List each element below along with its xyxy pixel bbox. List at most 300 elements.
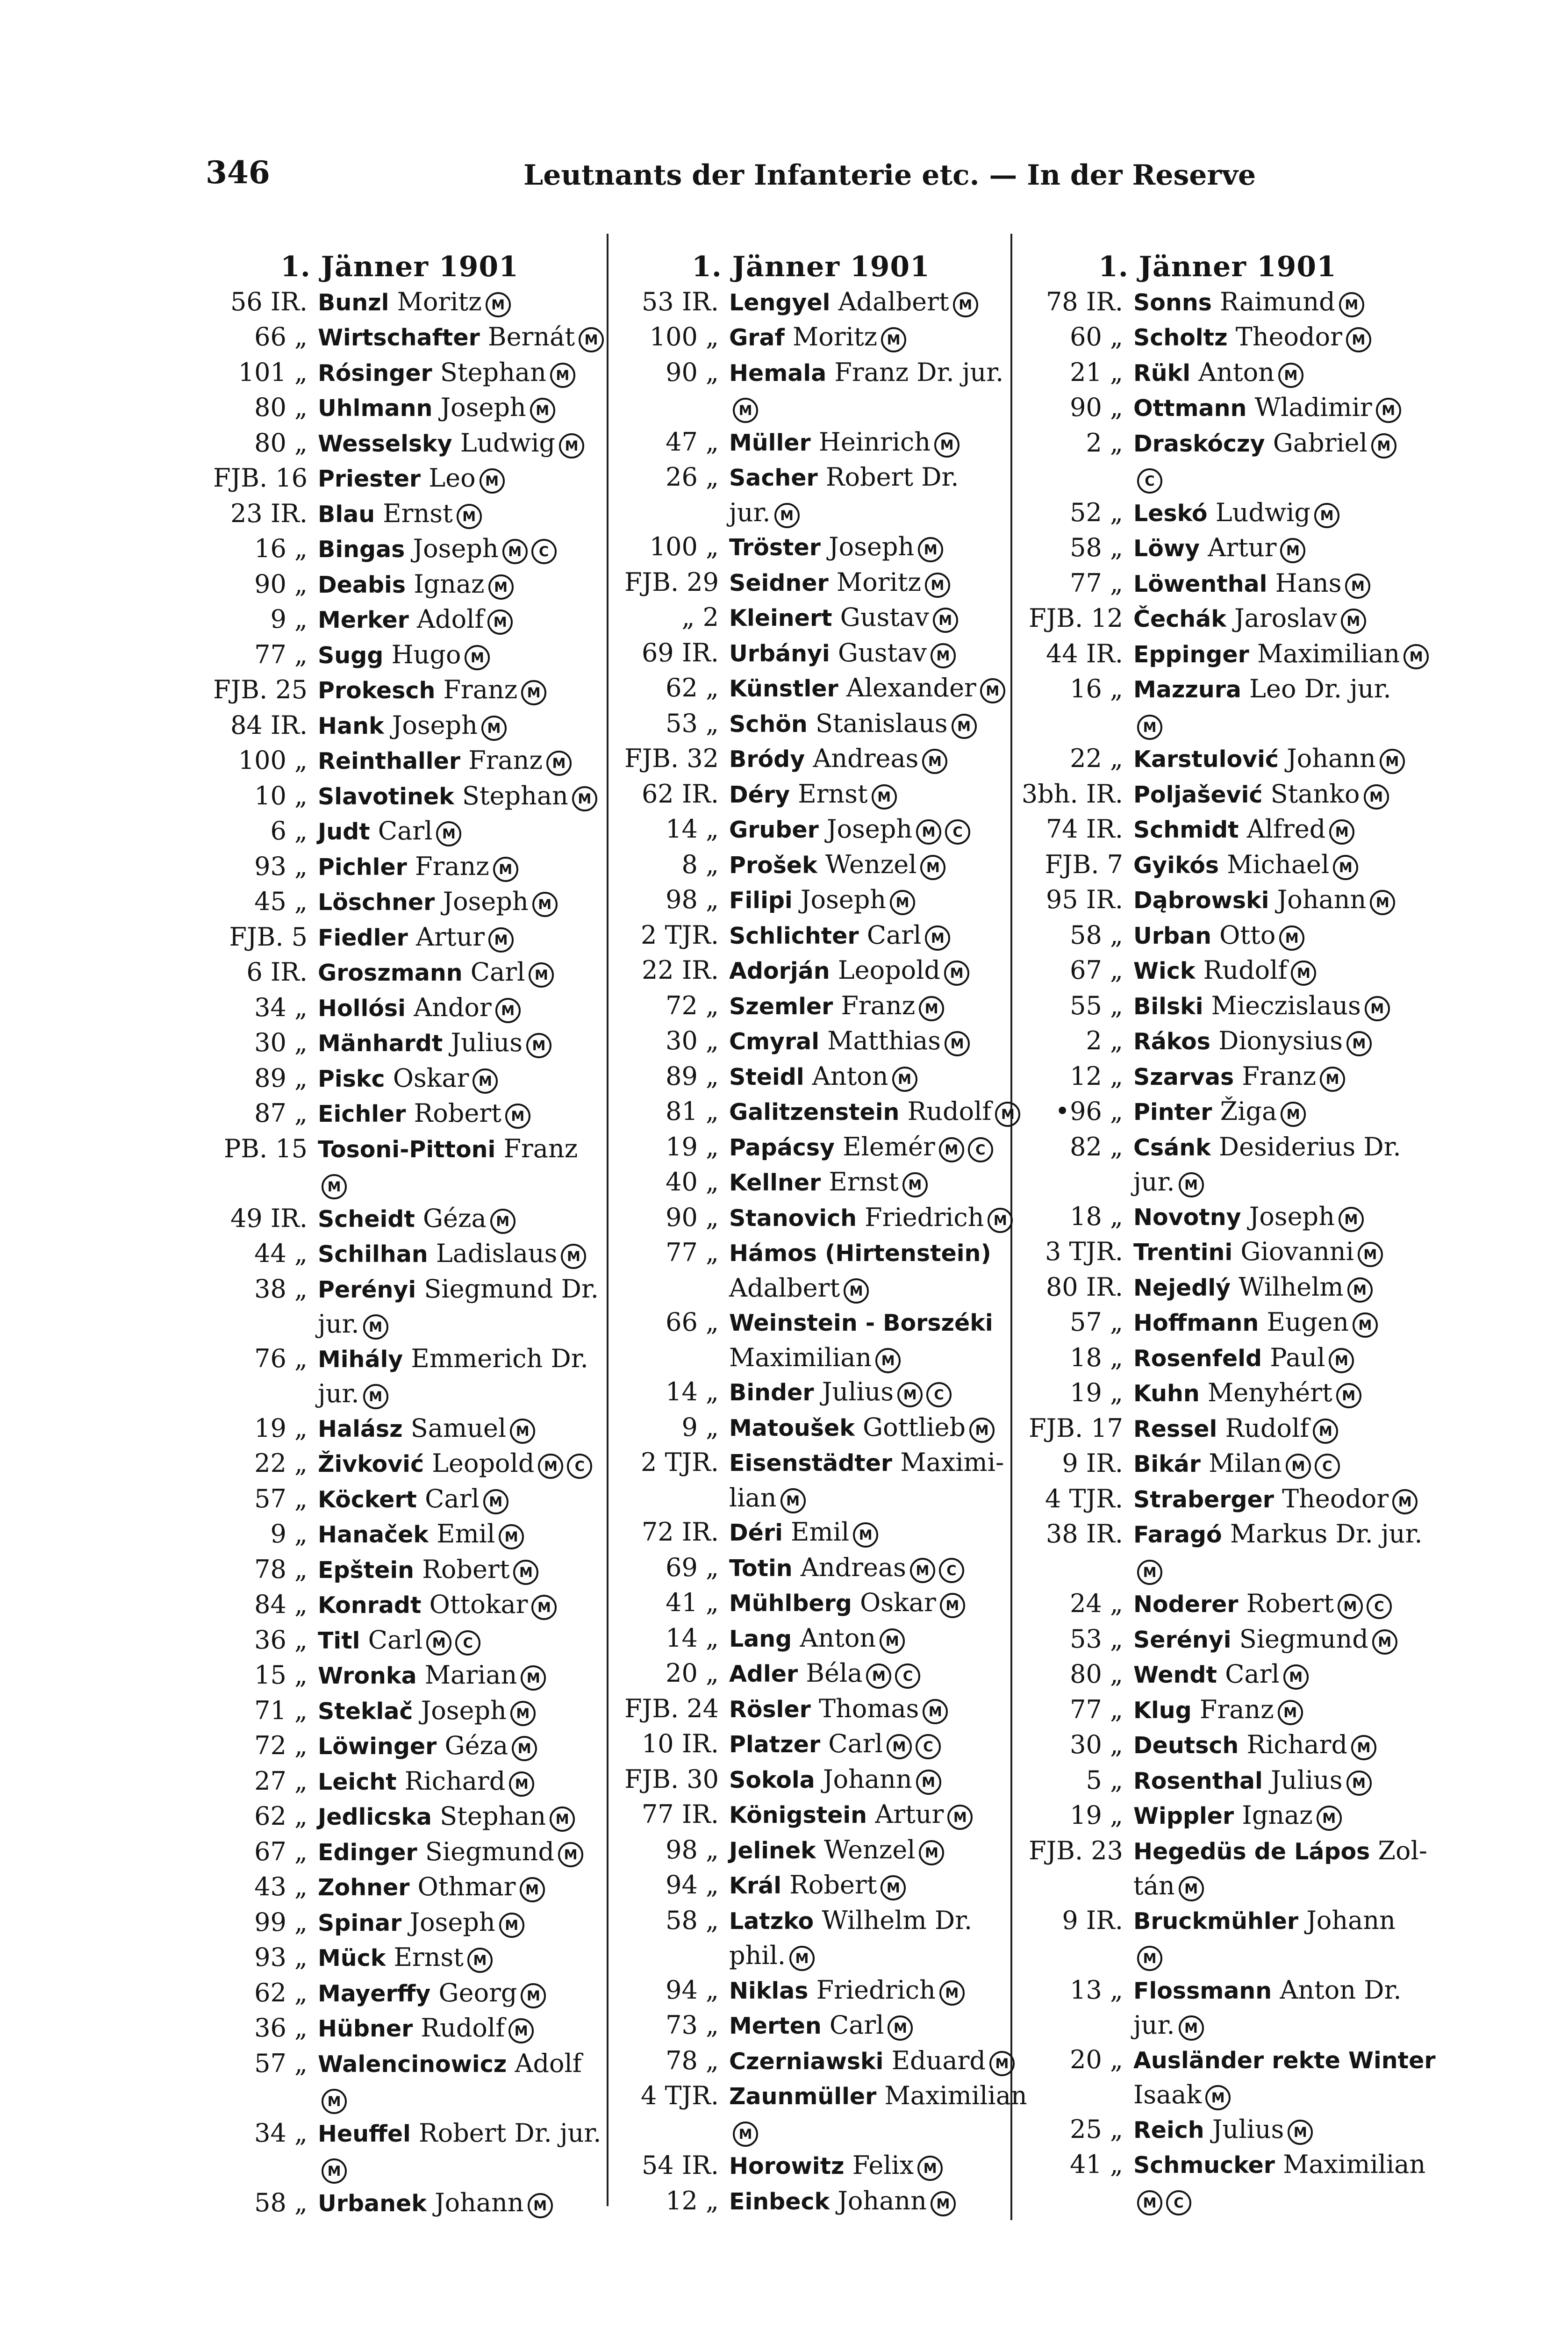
regiment-ref: 12 „: [1070, 1061, 1123, 1091]
surname: Rösler: [729, 1696, 811, 1723]
regiment-ref: 69 „: [666, 1552, 719, 1582]
regiment-ref: 30 „: [1070, 1730, 1123, 1759]
surname: Czerniawski: [729, 2048, 884, 2075]
circled-m-mark: M: [922, 749, 947, 774]
list-item: [206, 2116, 601, 2151]
circled-m-mark: M: [1392, 1489, 1418, 1514]
list-item: [617, 741, 1005, 777]
given-name: Stephan: [462, 781, 568, 810]
surname: Steklač: [318, 1698, 413, 1725]
given-name: Franz: [841, 990, 916, 1020]
surname: Schmidt: [1133, 817, 1239, 843]
given-name: Hugo: [391, 639, 461, 669]
given-name: Artur: [1208, 533, 1277, 562]
circled-m-mark: M: [572, 786, 597, 811]
given-name: Dionysius: [1218, 1026, 1343, 1055]
given-name: Ernst: [383, 498, 453, 528]
given-name: Eduard: [891, 2045, 986, 2075]
given-name: Markus Dr. jur.: [1230, 1519, 1423, 1548]
given-name: Carl: [828, 1729, 883, 1758]
given-name: Carl: [425, 1484, 480, 1513]
surname: Leskó: [1133, 500, 1208, 527]
surname: Deabis: [318, 571, 406, 598]
surname: Bikár: [1133, 1451, 1201, 1477]
entry-continuation: [206, 1307, 594, 1341]
surname: Schlichter: [729, 922, 859, 949]
list-item: [206, 814, 594, 849]
circled-m-mark: M: [969, 1418, 995, 1443]
regiment-ref: 100 „: [649, 532, 719, 561]
surname: Perényi: [318, 1276, 416, 1303]
circled-m-mark: M: [1339, 1207, 1364, 1232]
given-name: Siegmund: [425, 1836, 554, 1866]
circled-m-mark: M: [1320, 1067, 1345, 1092]
given-name: Andreas: [800, 1552, 906, 1582]
given-name: Béla: [806, 1658, 863, 1688]
circled-m-mark: M: [1358, 1242, 1383, 1267]
circled-m-mark: M: [1372, 1629, 1397, 1655]
surname: Uhlmann: [318, 395, 433, 422]
given-name: Maximilian: [884, 2081, 1027, 2110]
circled-m-mark: M: [521, 1983, 546, 2008]
list-item: [206, 2046, 594, 2082]
list-item: [206, 1905, 594, 1941]
circled-m-mark: M: [550, 1807, 575, 1832]
regiment-ref: 84 „: [254, 1590, 308, 1619]
circled-m-mark: M: [1347, 1277, 1373, 1303]
surname: Platzer: [729, 1731, 821, 1758]
entry-continuation: [1021, 1869, 1414, 1903]
entry-continuation-text: lian: [729, 1483, 777, 1513]
regiment-ref: 81 „: [666, 1097, 719, 1126]
circled-m-mark: M: [509, 1771, 534, 1797]
given-name: Leo: [429, 463, 476, 493]
given-name: Eugen: [1267, 1307, 1349, 1337]
entry-continuation-text: jur.: [318, 1309, 359, 1339]
circled-m-mark: M: [919, 996, 944, 1021]
surname: Rósinger: [318, 359, 432, 387]
list-item: [1021, 741, 1414, 777]
list-item: [617, 989, 1005, 1024]
regiment-ref: 20 „: [666, 1658, 719, 1688]
surname: Walencinowicz: [318, 2050, 507, 2078]
regiment-ref: 41 „: [1070, 2150, 1123, 2179]
list-item: [1021, 2147, 1426, 2183]
regiment-ref: 16 „: [254, 534, 308, 563]
given-name: Joseph: [829, 532, 915, 561]
list-item: [206, 1482, 594, 1517]
list-item: [1021, 530, 1414, 566]
surname: Schön: [729, 710, 808, 738]
surname: Steidl: [729, 1063, 804, 1090]
entry-continuation: [1021, 2078, 1414, 2112]
circled-m-mark: M: [467, 1948, 493, 1973]
given-name: Joseph: [421, 1695, 507, 1725]
regiment-ref: 19 „: [666, 1132, 719, 1161]
list-item: [1021, 989, 1414, 1024]
circled-c-mark: C: [1315, 1454, 1340, 1479]
given-name: Gustav: [838, 638, 927, 667]
circled-m-mark: M: [502, 539, 528, 564]
surname: Trentini: [1133, 1239, 1233, 1266]
list-item: [617, 1868, 1005, 1903]
regiment-ref: 53 „: [1070, 1624, 1123, 1654]
regiment-ref: 55 „: [1070, 990, 1123, 1020]
regiment-ref: 84 IR.: [230, 710, 308, 740]
surname: Löwenthal: [1133, 570, 1267, 597]
surname: Adorján: [729, 958, 830, 984]
given-name: Franz: [443, 675, 518, 704]
circled-m-mark: M: [473, 1068, 498, 1094]
circled-m-mark: M: [1333, 855, 1358, 880]
regiment-ref: 76 „: [254, 1343, 308, 1373]
circled-m-mark: M: [1338, 1594, 1363, 1619]
circled-c-mark: C: [1166, 2190, 1191, 2215]
entry-continuation: [1021, 2183, 1414, 2217]
column-1: [206, 250, 601, 2221]
list-item: [1021, 495, 1414, 531]
given-name: Robert: [414, 1098, 501, 1128]
list-item: [206, 1835, 594, 1870]
regiment-ref: 62 IR.: [641, 779, 719, 809]
circled-m-mark: M: [363, 1314, 388, 1340]
list-item: [1021, 1341, 1414, 1376]
surname: Papácsy: [729, 1134, 835, 1161]
regiment-ref: 47 „: [666, 427, 719, 457]
circled-c-mark: C: [455, 1630, 480, 1656]
surname: Hanaček: [318, 1521, 429, 1548]
list-item: [206, 1411, 594, 1447]
surname: Flossmann: [1133, 1977, 1272, 2004]
given-name: Emil: [791, 1517, 850, 1547]
circled-m-mark: M: [945, 1031, 970, 1056]
regiment-ref: 27 „: [254, 1766, 308, 1796]
given-name: Heinrich: [818, 427, 931, 457]
surname: Lengyel: [729, 289, 831, 316]
entry-continuation-text: Adalbert: [729, 1273, 840, 1303]
list-item: [617, 1515, 1005, 1550]
circled-m-mark: M: [520, 1877, 545, 1902]
circled-m-mark: M: [1317, 1806, 1342, 1831]
list-item: [617, 1375, 1005, 1410]
given-name: Theodor: [1282, 1484, 1389, 1513]
circled-m-mark: M: [1403, 644, 1429, 669]
circled-c-mark: C: [895, 1663, 920, 1689]
regiment-ref: FJB. 5: [229, 922, 308, 952]
circled-m-mark: M: [888, 2015, 913, 2041]
regiment-ref: 3 TJR.: [1045, 1237, 1123, 1266]
surname: Merten: [729, 2013, 822, 2039]
regiment-ref: 10 „: [254, 781, 308, 810]
given-name: Gottlieb: [862, 1412, 966, 1442]
entry-continuation: [617, 1341, 1005, 1375]
list-item: [617, 2008, 1005, 2043]
regiment-ref: 58 „: [254, 2187, 308, 2217]
list-item: [206, 955, 594, 990]
circled-m-mark: M: [995, 1102, 1020, 1127]
regiment-ref: 71 „: [254, 1695, 308, 1725]
regiment-ref: 87 „: [254, 1098, 308, 1128]
regiment-ref: 19 „: [1070, 1378, 1123, 1407]
given-name: Stanko: [1270, 779, 1360, 809]
regiment-ref: FJB. 23: [1029, 1835, 1123, 1865]
regiment-ref: 62 „: [254, 1801, 308, 1831]
surname: Niklas: [729, 1977, 809, 2004]
regiment-ref: 78 IR.: [1045, 287, 1123, 316]
list-item: [617, 1585, 1005, 1621]
given-name: Samuel: [410, 1413, 507, 1443]
surname: Rükl: [1133, 359, 1190, 387]
list-item: [206, 1799, 594, 1835]
list-item: [1021, 1234, 1414, 1270]
regiment-ref: 72 „: [666, 990, 719, 1020]
circled-m-mark: M: [944, 961, 969, 986]
list-item: [206, 1693, 594, 1729]
circled-m-mark: M: [1137, 1946, 1162, 1971]
surname: Bunzl: [318, 289, 389, 316]
entry-continuation-text: phil.: [729, 1941, 786, 1970]
surname: Tosoni-Pittoni: [318, 1136, 496, 1163]
list-item: [206, 567, 594, 602]
regiment-ref: 101 „: [238, 357, 308, 387]
surname: Mänhardt: [318, 1030, 443, 1057]
surname: Edinger: [318, 1839, 417, 1866]
regiment-ref: 9 IR.: [1062, 1448, 1123, 1478]
entry-continuation: [206, 2151, 594, 2186]
given-name: Joseph: [413, 534, 499, 563]
given-name: Rudolf: [421, 2013, 505, 2043]
column-3: [1021, 250, 1436, 2217]
surname: Scholtz: [1133, 324, 1228, 351]
surname: Köckert: [318, 1486, 417, 1513]
entry-continuation-text: Maximilian: [729, 1342, 872, 1372]
given-name: Otto: [1219, 920, 1276, 950]
regiment-ref: 77 „: [254, 639, 308, 669]
surname: Bruckmühler: [1133, 1907, 1299, 1935]
surname: Weinstein - Borszéki: [729, 1310, 993, 1336]
circled-m-mark: M: [1329, 819, 1354, 845]
regiment-ref: 73 „: [666, 2010, 719, 2040]
list-item: [617, 355, 1005, 391]
surname: Latzko: [729, 1907, 814, 1935]
circled-m-mark: M: [481, 716, 507, 741]
given-name: Friedrich: [816, 1975, 936, 2005]
surname: Bingas: [318, 536, 405, 563]
given-name: Ignaz: [414, 569, 485, 599]
given-name: Anton: [812, 1061, 888, 1091]
surname: Urban: [1133, 922, 1211, 949]
surname: Hübner: [318, 2015, 413, 2042]
surname: Hollósi: [318, 995, 406, 1022]
regiment-ref: FJB. 32: [624, 744, 719, 773]
given-name: Wenzel: [823, 1835, 916, 1864]
list-item: [206, 1236, 594, 1272]
regiment-ref: 77 „: [1070, 568, 1123, 598]
circled-c-mark: C: [926, 1382, 952, 1407]
given-name: Stanislaus: [815, 708, 948, 738]
regiment-ref: 54 IR.: [641, 2151, 719, 2180]
surname: Filipi: [729, 887, 793, 914]
regiment-ref: 38 „: [254, 1274, 308, 1304]
circled-m-mark: M: [1346, 1771, 1372, 1796]
list-item: [617, 1621, 1005, 1656]
given-name: Robert: [1246, 1589, 1334, 1618]
given-name: Ernst: [798, 779, 868, 809]
entry-continuation: [206, 2081, 594, 2116]
surname: Schmucker: [1133, 2152, 1275, 2179]
circled-m-mark: M: [1281, 1102, 1306, 1127]
list-item: [206, 884, 594, 920]
regiment-ref: 3bh. IR.: [1021, 779, 1123, 809]
given-name: Richard: [1246, 1730, 1348, 1759]
circled-m-mark: M: [939, 1980, 965, 2006]
given-name: Ludwig: [460, 428, 556, 458]
list-item: [617, 285, 1005, 320]
regiment-ref: 24 „: [1070, 1589, 1123, 1618]
surname: Cmyral: [729, 1028, 819, 1055]
circled-m-mark: M: [916, 1770, 941, 1795]
circled-m-mark: M: [920, 855, 945, 880]
column-heading: 1. Jänner 1901: [1098, 251, 1337, 283]
surname: Dąbrowski: [1133, 887, 1269, 914]
surname: Hoffmann: [1133, 1310, 1259, 1336]
regiment-ref: 94 „: [666, 1870, 719, 1900]
regiment-ref: 78 „: [254, 1554, 308, 1584]
list-item: [617, 1550, 1005, 1586]
regiment-ref: 89 „: [666, 1061, 719, 1091]
circled-m-mark: M: [322, 2158, 347, 2184]
regiment-ref: 78 „: [666, 2045, 719, 2075]
regiment-ref: 6 IR.: [246, 957, 308, 987]
regiment-ref: 22 „: [254, 1448, 308, 1478]
given-name: Theodor: [1235, 322, 1342, 351]
given-name: Othmar: [417, 1872, 516, 1901]
circled-c-mark: C: [567, 1454, 592, 1479]
column-divider: [607, 234, 609, 2206]
given-name: Joseph: [443, 887, 529, 916]
regiment-ref: 14 „: [666, 1377, 719, 1406]
given-name: Julius: [1212, 2114, 1284, 2144]
circled-m-mark: M: [1288, 2120, 1313, 2145]
given-name: Siegmund Dr.: [424, 1274, 599, 1304]
regiment-ref: 57 „: [254, 2048, 308, 2078]
regiment-ref: 34 „: [254, 992, 308, 1022]
regiment-ref: 36 „: [254, 2013, 308, 2043]
circled-m-mark: M: [872, 784, 897, 810]
list-item: [1021, 1059, 1414, 1095]
surname: Hegedüs de Lápos: [1133, 1838, 1370, 1865]
given-name: Maximilian: [1283, 2150, 1426, 2179]
surname: Lang: [729, 1625, 792, 1652]
list-item: [206, 1132, 594, 1167]
surname: Pinter: [1133, 1099, 1212, 1125]
circled-m-mark: M: [1283, 1664, 1309, 1690]
given-name: Joseph: [409, 1907, 495, 1937]
given-name: Adalbert: [838, 287, 949, 316]
circled-m-mark: M: [919, 1840, 944, 1865]
list-item: [1021, 1376, 1414, 1411]
given-name: Franz: [503, 1133, 578, 1163]
surname: Blau: [318, 501, 375, 528]
entry-continuation-text: jur.: [1133, 2010, 1175, 2040]
circled-m-mark: M: [774, 503, 800, 528]
circled-m-mark: M: [530, 398, 555, 423]
surname: Nejedlý: [1133, 1274, 1231, 1301]
regiment-ref: 16 „: [1070, 674, 1123, 703]
surname: Poljašević: [1133, 781, 1263, 808]
given-name: Artur: [875, 1799, 944, 1829]
circled-m-mark: M: [526, 1033, 551, 1058]
circled-m-mark: M: [493, 857, 518, 882]
given-name: Carl: [470, 957, 525, 987]
given-name: Rudolf: [1203, 955, 1288, 985]
regiment-ref: 58 „: [666, 1905, 719, 1935]
circled-m-mark: M: [1376, 398, 1401, 423]
list-item: [206, 390, 594, 426]
surname: Hemala: [729, 359, 827, 387]
surname: Szarvas: [1133, 1063, 1234, 1090]
surname: Judt: [318, 818, 370, 845]
given-name: Ernst: [394, 1943, 464, 1972]
regiment-ref: 82 „: [1070, 1132, 1123, 1161]
list-item: [206, 849, 594, 885]
list-item: [206, 1870, 594, 1905]
surname: Piskc: [318, 1065, 385, 1092]
given-name: Wilhelm Dr.: [822, 1905, 973, 1935]
surname: Rosenthal: [1133, 1767, 1263, 1794]
list-item: [617, 1235, 1005, 1271]
entry-continuation-text: jur.: [1133, 1167, 1175, 1197]
surname: Deutsch: [1133, 1732, 1239, 1759]
given-name: Joseph: [1249, 1201, 1335, 1231]
circled-m-mark: M: [733, 2122, 758, 2147]
given-name: Franz: [1199, 1694, 1274, 1724]
entry-continuation-text: tán: [1133, 1871, 1175, 1900]
circled-m-mark: M: [1279, 925, 1304, 951]
regiment-ref: 57 „: [254, 1484, 308, 1513]
surname: Mühlberg: [729, 1590, 852, 1617]
regiment-ref: 41 „: [666, 1588, 719, 1617]
list-item: [206, 1096, 594, 1132]
surname: Draskóczy: [1133, 430, 1265, 457]
circled-m-mark: M: [510, 1419, 535, 1444]
surname: Déry: [729, 781, 790, 808]
circled-m-mark: M: [521, 1665, 546, 1691]
list-item: [617, 1165, 1005, 1200]
surname: Künstler: [729, 675, 838, 702]
regiment-ref: 4 TJR.: [640, 2081, 719, 2110]
list-item: [1021, 2043, 1436, 2078]
given-name: Zol-: [1378, 1835, 1428, 1865]
circled-m-mark: M: [521, 680, 546, 705]
given-name: Ignaz: [1242, 1800, 1313, 1830]
surname: Adler: [729, 1661, 798, 1687]
list-item: [617, 1692, 1005, 1727]
surname: Mück: [318, 1945, 386, 1971]
page-number: 346: [206, 154, 270, 191]
surname: Eisenstädter: [729, 1450, 893, 1477]
given-name: Friedrich: [865, 1202, 984, 1232]
regiment-ref: 98 „: [666, 1835, 719, 1864]
list-item: [1021, 1411, 1414, 1447]
surname: Jelinek: [729, 1837, 816, 1864]
list-item: [617, 460, 1005, 495]
circled-m-mark: M: [495, 998, 521, 1023]
given-name: Anton Dr.: [1280, 1975, 1402, 2005]
given-name: Alexander: [846, 673, 976, 703]
list-item: [206, 1552, 594, 1588]
given-name: Carl: [378, 816, 433, 846]
